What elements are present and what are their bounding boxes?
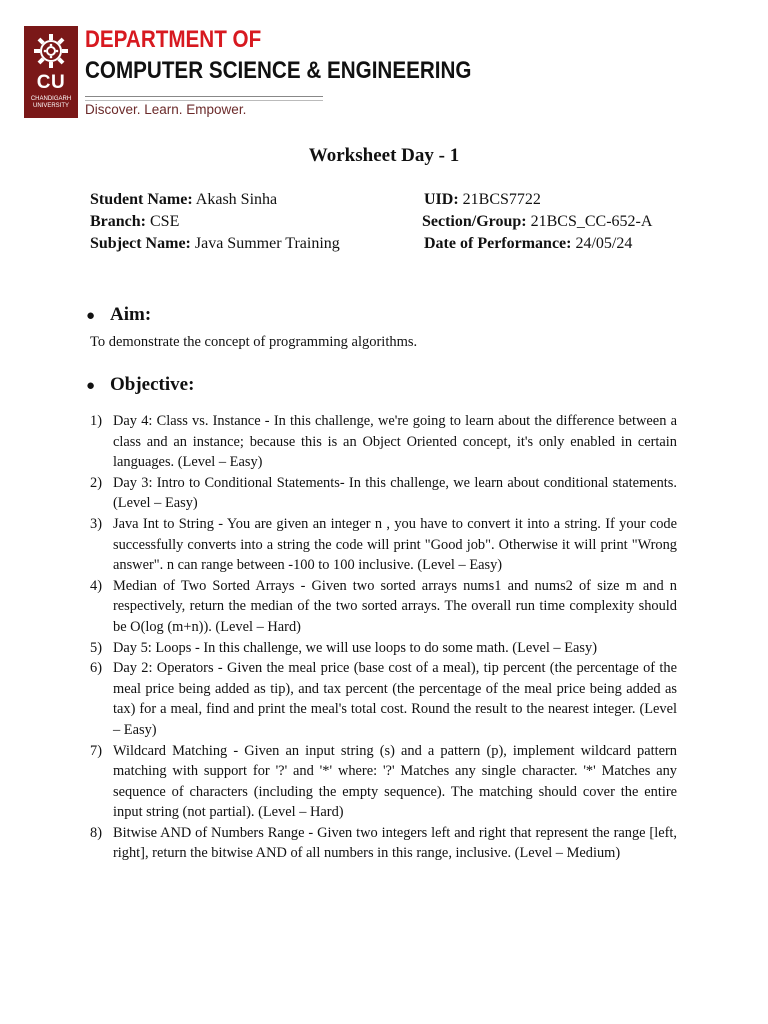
aim-heading: Aim: [110,304,152,325]
bullet-icon: ● [86,378,96,394]
list-item-text: Day 5: Loops - In this challenge, we will use loops to do some math. (Level – Easy) [113,639,597,656]
subject-value: Java Summer Training [194,235,340,252]
aim-text: To demonstrate the concept of programming algorithms. [90,334,418,350]
objective-section-heading [86,373,194,398]
list-item-number: 6) [90,660,102,677]
list-item-number: 4) [90,577,102,594]
list-item-number: 7) [90,742,102,759]
bullet-icon: ● [86,308,96,324]
logo-university-name: CHANDIGARH UNIVERSITY [30,96,72,109]
list-item [90,658,677,740]
list-item-text: Median of Two Sorted Arrays - Given two sorted arrays nums1 and nums2 of size m and n respectively, return the median of the two sorted arrays. The overall run time complexity should be O(log (m+n)). (Level – Hard) [113,577,677,635]
department-heading: DEPARTMENT OF [85,26,262,53]
list-item [90,638,677,659]
list-item-text: Day 3: Intro to Conditional Statements- In this challenge, we learn about conditional statements. (Level – Easy) [113,474,677,512]
list-item-text: Day 2: Operators - Given the meal price (base cost of a meal), tip percent (the percentage of the meal price being added as tip), and tax percent (the percentage of the meal price being added as tax) for a meal, find and print the meal's total cost. Round the result to the nearest integer. (Level – Easy) [113,660,677,738]
date-label: Date of Performance: [424,235,572,252]
letterhead [24,26,472,122]
uid-value: 21BCS7722 [462,191,541,208]
department-subheading: COMPUTER SCIENCE & ENGINEERING [85,57,472,84]
subject-line [90,233,340,255]
list-item-number: 3) [90,515,102,532]
worksheet-title: Worksheet Day - 1 [308,145,460,166]
branch-value: CSE [150,213,180,230]
list-item-text: Day 4: Class vs. Instance - In this challenge, we're going to learn about the difference between a class and an instance; because this is an Object Oriented concept, it's only enabled in certain languages. (Level – Easy) [113,413,677,471]
student-name-label: Student Name: [90,191,193,208]
gear-emblem-icon [32,32,70,70]
list-item-number: 8) [90,824,102,841]
uid-label: UID: [424,191,459,208]
date-line [424,233,632,255]
student-name-value: Akash Sinha [195,191,278,208]
list-item [90,411,677,473]
logo-mark: CU [36,72,66,93]
date-value: 24/05/24 [575,235,633,252]
list-item-text: Bitwise AND of Numbers Range - Given two integers left and right that represent the range [left, right], return the bitwise AND of all numbers in this range, inclusive. (Level – Medium) [113,824,677,862]
list-item [90,741,677,823]
list-item [90,823,677,864]
objective-heading: Objective: [110,374,195,395]
list-item [90,514,677,576]
section-label: Section/Group: [422,213,527,230]
branch-line [90,211,179,233]
header-divider [85,96,323,101]
list-item-text: Wildcard Matching - Given an input string (s) and a pattern (p), implement wildcard pattern matching with support for '?' and '*' where: '?' Matches any single character. '*' Matches any sequence of characters (including the empty sequence). The matching should cover the entire input string (not partial). (Level – Hard) [113,742,677,821]
student-name-line [90,189,277,211]
section-line [422,211,652,233]
aim-section-heading [86,303,151,328]
list-item [90,576,677,638]
objective-list [90,411,677,864]
tagline: Discover. Learn. Empower. [85,102,247,117]
list-item-number: 1) [90,413,102,429]
subject-label: Subject Name: [90,235,191,252]
list-item [90,473,677,514]
university-logo [24,26,78,118]
list-item-number: 2) [90,474,102,491]
branch-label: Branch: [90,213,146,230]
list-item-text: Java Int to String - You are given an integer n , you have to convert it into a string. If your code successfully converts into a string the code will print "Good job". Otherwise it will print "Wrong answer". n can range between -100 to 100 inclusive. (Level – Easy) [113,515,677,574]
section-value: 21BCS_CC-652-A [530,213,653,230]
uid-line [424,189,541,211]
list-item-number: 5) [90,639,102,656]
